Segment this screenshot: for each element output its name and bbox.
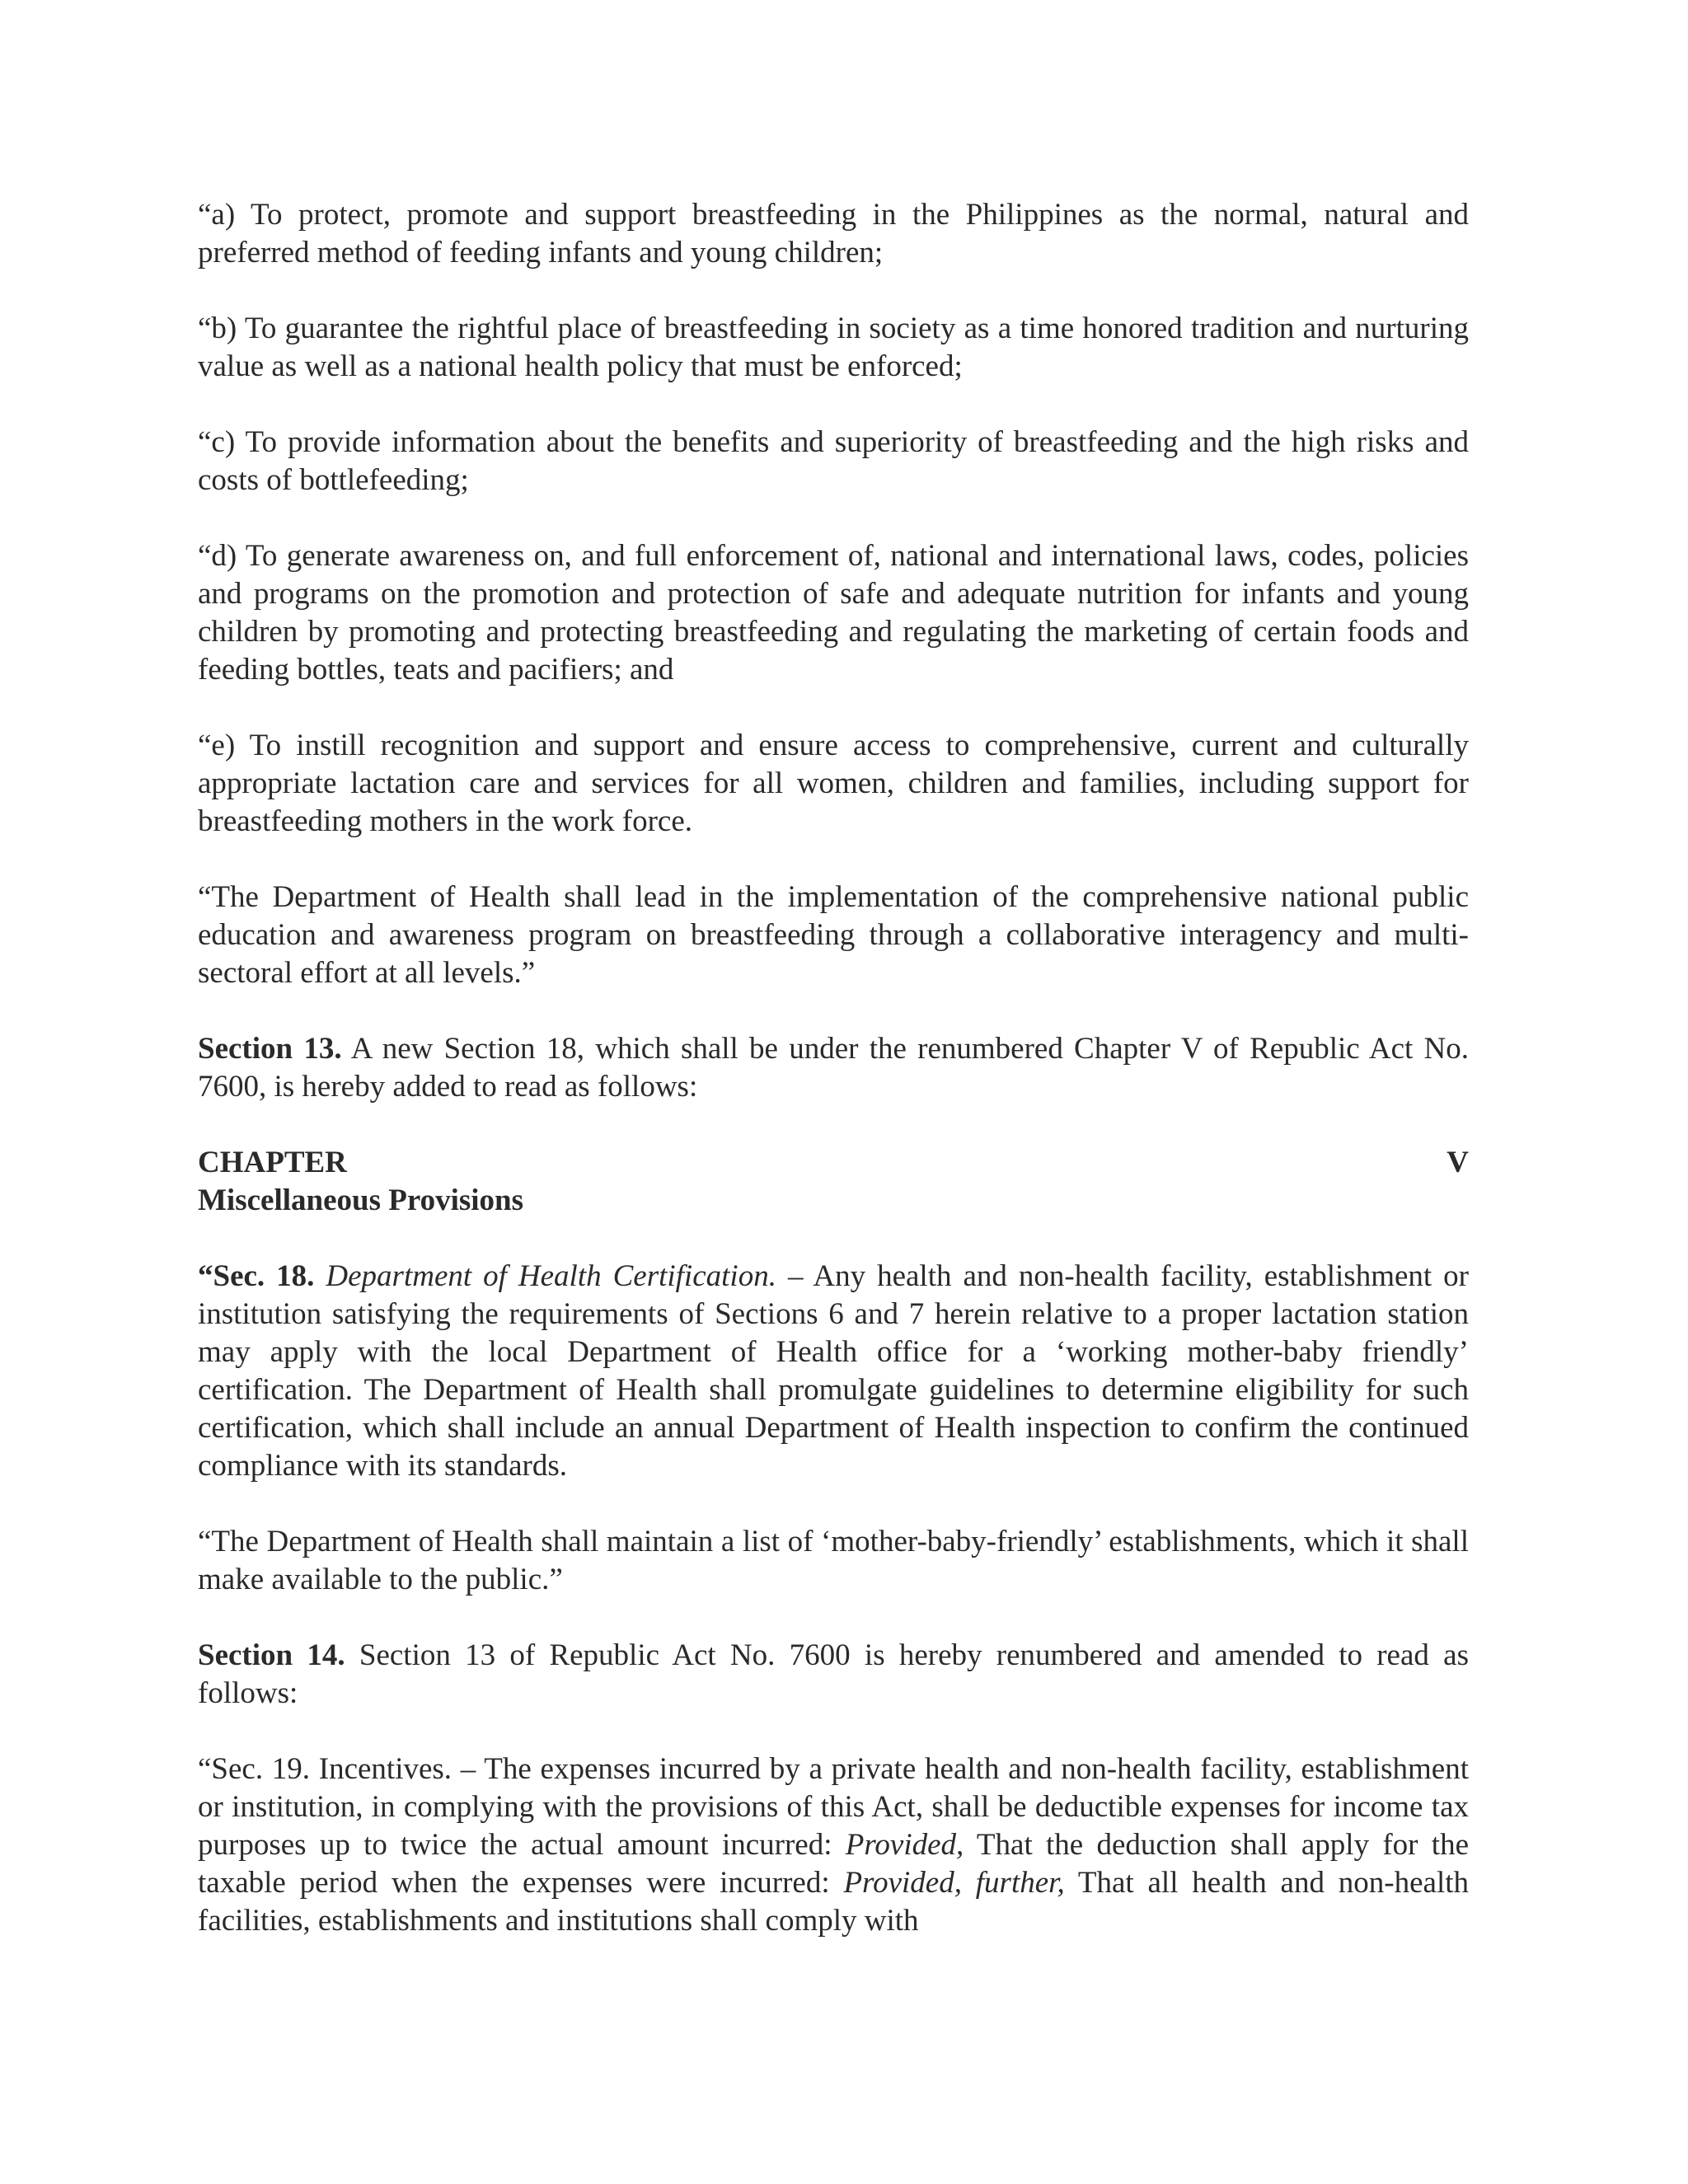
document-page	[198, 196, 1469, 1940]
section-18-title: Department of Health Certification.	[314, 1259, 776, 1293]
paragraph-e: “e) To instill recognition and support and ensure access to comprehensive, current and culturally appropriate lactation care and services for all women, children and families, including support for breastfeeding mothers in the work force.	[198, 729, 1469, 838]
section-18-paragraph	[198, 1258, 1469, 1485]
section-14-paragraph	[198, 1637, 1469, 1713]
chapter-title: Miscellaneous Provisions	[198, 1183, 524, 1217]
section-13-text: A new Section 18, which shall be under the renumbered Chapter V of Republic Act No. 7600, is hereby added to read as follows:	[198, 1032, 1469, 1104]
section-19-text-1: “Sec. 19. Incentives. – The expenses incurred by a private health and non-health facility, establishment or institution, in complying with the provisions of this Act, shall be deductible expenses for income tax purposes up to twice the actual amount incurred:	[198, 1752, 1469, 1862]
section-19-paragraph	[198, 1750, 1469, 1940]
section-13-label: Section 13.	[198, 1032, 342, 1066]
section-19-provided-1: Provided,	[845, 1828, 964, 1862]
paragraph-doh-list: “The Department of Health shall maintain a list of ‘mother-baby-friendly’ establishments, which it shall make available to the public.”	[198, 1525, 1469, 1596]
section-19-provided-2: Provided, further,	[843, 1866, 1065, 1900]
paragraph-d: “d) To generate awareness on, and full enforcement of, national and international laws, codes, policies and programs on the promotion and protection of safe and adequate nutrition for infants and young children by promoting and protecting breastfeeding and regulating the marketing of certain foods and feeding bottles, teats and pacifiers; and	[198, 539, 1469, 687]
chapter-number: V	[1447, 1146, 1469, 1179]
paragraph-a: “a) To protect, promote and support breastfeeding in the Philippines as the normal, natural and preferred method of feeding infants and young children;	[198, 198, 1469, 269]
section-14-label: Section 14.	[198, 1638, 345, 1672]
paragraph-b: “b) To guarantee the rightful place of breastfeeding in society as a time honored tradition and nurturing value as well as a national health policy that must be enforced;	[198, 312, 1469, 383]
section-19-text-2: That the deduction shall apply for the taxable period when the expenses were incurred:	[198, 1828, 1469, 1900]
paragraph-doh-lead: “The Department of Health shall lead in the implementation of the comprehensive national public education and awareness program on breastfeeding through a collaborative interagency and multi-sectoral effort at all levels.”	[198, 880, 1469, 990]
paragraph-c: “c) To provide information about the benefits and superiority of breastfeeding and the high risks and costs of bottlefeeding;	[198, 425, 1469, 497]
chapter-word: CHAPTER	[198, 1146, 347, 1179]
section-14-text: Section 13 of Republic Act No. 7600 is hereby renumbered and amended to read as follows:	[198, 1638, 1469, 1710]
section-18-text: – Any health and non-health facility, establishment or institution satisfying the requirements of Sections 6 and 7 herein relative to a proper lactation station may apply with the local Department of Health office for a ‘working mother-baby friendly’ certification. The Department of Health shall promulgate guidelines to determine eligibility for such certification, which shall include an annual Department of Health inspection to confirm the continued compliance with its standards.	[198, 1259, 1469, 1483]
section-18-label: “Sec. 18.	[198, 1259, 315, 1293]
chapter-heading	[198, 1144, 1469, 1182]
section-19-text-3: That all health and non-health facilities, establishments and institutions shall comply with	[198, 1866, 1469, 1938]
section-13-paragraph	[198, 1030, 1469, 1106]
